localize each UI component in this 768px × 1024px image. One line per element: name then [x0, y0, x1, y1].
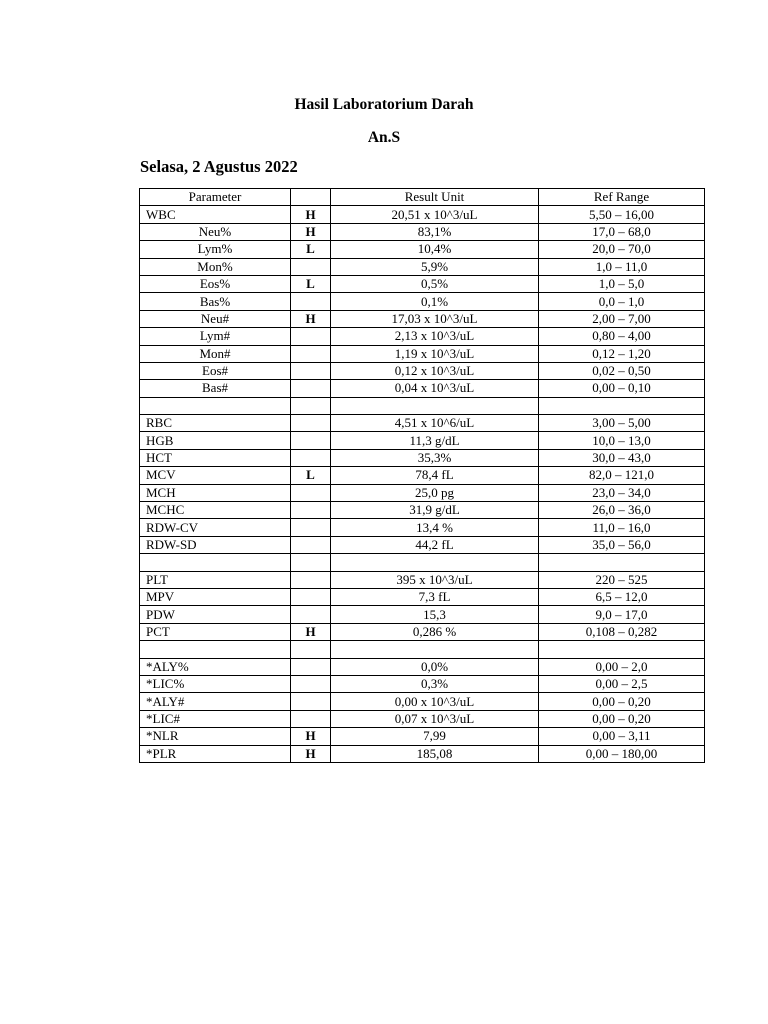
flag-cell: L: [291, 241, 331, 258]
ref-range-cell: 35,0 – 56,0: [539, 536, 705, 553]
parameter-cell: [140, 554, 291, 571]
result-cell: 31,9 g/dL: [331, 502, 539, 519]
ref-range-cell: 82,0 – 121,0: [539, 467, 705, 484]
ref-range-cell: 0,00 – 0,20: [539, 710, 705, 727]
table-row: [140, 293, 705, 310]
flag-cell: H: [291, 310, 331, 327]
table-row: [140, 519, 705, 536]
result-cell: 0,286 %: [331, 623, 539, 640]
result-cell: 0,04 x 10^3/uL: [331, 380, 539, 397]
table-row: [140, 502, 705, 519]
flag-cell: [291, 693, 331, 710]
result-cell: 0,0%: [331, 658, 539, 675]
flag-cell: [291, 502, 331, 519]
table-row: [140, 206, 705, 223]
ref-range-cell: 20,0 – 70,0: [539, 241, 705, 258]
parameter-cell: Bas#: [140, 380, 291, 397]
flag-cell: H: [291, 206, 331, 223]
table-row: [140, 241, 705, 258]
result-cell: 7,99: [331, 728, 539, 745]
ref-range-cell: 1,0 – 11,0: [539, 258, 705, 275]
result-cell: 25,0 pg: [331, 484, 539, 501]
result-cell: 0,3%: [331, 675, 539, 692]
parameter-cell: Mon%: [140, 258, 291, 275]
table-spacer-row: [140, 641, 705, 658]
result-cell: 83,1%: [331, 223, 539, 240]
table-row: [140, 328, 705, 345]
flag-cell: [291, 484, 331, 501]
result-cell: 0,07 x 10^3/uL: [331, 710, 539, 727]
flag-cell: [291, 606, 331, 623]
parameter-cell: *LIC%: [140, 675, 291, 692]
flag-cell: [291, 258, 331, 275]
parameter-cell: *PLR: [140, 745, 291, 762]
flag-cell: [291, 362, 331, 379]
ref-range-cell: 11,0 – 16,0: [539, 519, 705, 536]
table-row: [140, 449, 705, 466]
ref-range-cell: 0,00 – 2,5: [539, 675, 705, 692]
result-cell: 0,5%: [331, 275, 539, 292]
parameter-cell: RDW-CV: [140, 519, 291, 536]
parameter-cell: [140, 397, 291, 414]
result-cell: [331, 397, 539, 414]
parameter-cell: Neu#: [140, 310, 291, 327]
parameter-cell: Lym#: [140, 328, 291, 345]
table-spacer-row: [140, 397, 705, 414]
parameter-cell: RDW-SD: [140, 536, 291, 553]
flag-cell: [291, 432, 331, 449]
ref-range-cell: 10,0 – 13,0: [539, 432, 705, 449]
header-result-unit: Result Unit: [331, 189, 539, 206]
parameter-cell: PDW: [140, 606, 291, 623]
table-row: [140, 588, 705, 605]
parameter-cell: PCT: [140, 623, 291, 640]
result-cell: 395 x 10^3/uL: [331, 571, 539, 588]
result-cell: [331, 554, 539, 571]
flag-cell: [291, 293, 331, 310]
result-cell: 44,2 fL: [331, 536, 539, 553]
ref-range-cell: 0,108 – 0,282: [539, 623, 705, 640]
patient-name: An.S: [367, 129, 401, 146]
parameter-cell: Mon#: [140, 345, 291, 362]
flag-cell: [291, 571, 331, 588]
exam-date: Selasa, 2 Agustus 2022: [140, 157, 298, 176]
result-cell: 2,13 x 10^3/uL: [331, 328, 539, 345]
ref-range-cell: 0,80 – 4,00: [539, 328, 705, 345]
result-cell: 20,51 x 10^3/uL: [331, 206, 539, 223]
parameter-cell: *LIC#: [140, 710, 291, 727]
parameter-cell: *NLR: [140, 728, 291, 745]
flag-cell: [291, 658, 331, 675]
ref-range-cell: 17,0 – 68,0: [539, 223, 705, 240]
result-cell: 0,00 x 10^3/uL: [331, 693, 539, 710]
ref-range-cell: 0,02 – 0,50: [539, 362, 705, 379]
ref-range-cell: 5,50 – 16,00: [539, 206, 705, 223]
ref-range-cell: 3,00 – 5,00: [539, 415, 705, 432]
table-row: [140, 710, 705, 727]
table-row: [140, 380, 705, 397]
ref-range-cell: 0,00 – 3,11: [539, 728, 705, 745]
table-row: [140, 310, 705, 327]
table-row: [140, 571, 705, 588]
parameter-cell: Eos#: [140, 362, 291, 379]
flag-cell: [291, 641, 331, 658]
table-row: [140, 536, 705, 553]
result-cell: 5,9%: [331, 258, 539, 275]
table-row: [140, 658, 705, 675]
table-row: [140, 275, 705, 292]
flag-cell: [291, 449, 331, 466]
ref-range-cell: [539, 397, 705, 414]
table-row: [140, 467, 705, 484]
ref-range-cell: 9,0 – 17,0: [539, 606, 705, 623]
result-cell: 78,4 fL: [331, 467, 539, 484]
result-cell: [331, 641, 539, 658]
table-row: [140, 745, 705, 762]
ref-range-cell: [539, 554, 705, 571]
table-row: [140, 728, 705, 745]
table-row: [140, 432, 705, 449]
ref-range-cell: 0,00 – 180,00: [539, 745, 705, 762]
result-cell: 4,51 x 10^6/uL: [331, 415, 539, 432]
document-title: Hasil Laboratorium Darah: [294, 96, 474, 113]
ref-range-cell: 23,0 – 34,0: [539, 484, 705, 501]
table-row: [140, 693, 705, 710]
table-row: [140, 675, 705, 692]
flag-cell: L: [291, 275, 331, 292]
flag-cell: [291, 415, 331, 432]
header-ref-range: Ref Range: [539, 189, 705, 206]
table-row: [140, 484, 705, 501]
lab-results-table: [139, 188, 705, 763]
flag-cell: [291, 345, 331, 362]
table-row: [140, 606, 705, 623]
flag-cell: [291, 588, 331, 605]
result-cell: 13,4 %: [331, 519, 539, 536]
parameter-cell: MCHC: [140, 502, 291, 519]
parameter-cell: *ALY%: [140, 658, 291, 675]
parameter-cell: [140, 641, 291, 658]
table-row: [140, 415, 705, 432]
ref-range-cell: 0,0 – 1,0: [539, 293, 705, 310]
result-cell: 0,12 x 10^3/uL: [331, 362, 539, 379]
parameter-cell: Eos%: [140, 275, 291, 292]
table-row: [140, 258, 705, 275]
result-cell: 10,4%: [331, 241, 539, 258]
ref-range-cell: 0,00 – 0,10: [539, 380, 705, 397]
parameter-cell: MPV: [140, 588, 291, 605]
parameter-cell: WBC: [140, 206, 291, 223]
flag-cell: [291, 519, 331, 536]
table-header-row: [140, 189, 705, 206]
flag-cell: H: [291, 728, 331, 745]
ref-range-cell: 220 – 525: [539, 571, 705, 588]
table-spacer-row: [140, 554, 705, 571]
result-cell: 0,1%: [331, 293, 539, 310]
flag-cell: H: [291, 745, 331, 762]
ref-range-cell: 0,00 – 2,0: [539, 658, 705, 675]
parameter-cell: Neu%: [140, 223, 291, 240]
parameter-cell: MCH: [140, 484, 291, 501]
parameter-cell: Bas%: [140, 293, 291, 310]
ref-range-cell: 1,0 – 5,0: [539, 275, 705, 292]
ref-range-cell: 26,0 – 36,0: [539, 502, 705, 519]
result-cell: 7,3 fL: [331, 588, 539, 605]
flag-cell: [291, 675, 331, 692]
flag-cell: [291, 328, 331, 345]
flag-cell: H: [291, 223, 331, 240]
flag-cell: H: [291, 623, 331, 640]
flag-cell: [291, 554, 331, 571]
result-cell: 35,3%: [331, 449, 539, 466]
table-row: [140, 623, 705, 640]
table-row: [140, 223, 705, 240]
ref-range-cell: 30,0 – 43,0: [539, 449, 705, 466]
header-flag: [291, 189, 331, 206]
ref-range-cell: 0,00 – 0,20: [539, 693, 705, 710]
ref-range-cell: 6,5 – 12,0: [539, 588, 705, 605]
parameter-cell: *ALY#: [140, 693, 291, 710]
table-row: [140, 345, 705, 362]
result-cell: 1,19 x 10^3/uL: [331, 345, 539, 362]
flag-cell: [291, 536, 331, 553]
parameter-cell: RBC: [140, 415, 291, 432]
parameter-cell: MCV: [140, 467, 291, 484]
ref-range-cell: 2,00 – 7,00: [539, 310, 705, 327]
flag-cell: [291, 397, 331, 414]
ref-range-cell: [539, 641, 705, 658]
ref-range-cell: 0,12 – 1,20: [539, 345, 705, 362]
header-parameter: Parameter: [140, 189, 291, 206]
parameter-cell: HGB: [140, 432, 291, 449]
table-row: [140, 362, 705, 379]
parameter-cell: PLT: [140, 571, 291, 588]
parameter-cell: HCT: [140, 449, 291, 466]
parameter-cell: Lym%: [140, 241, 291, 258]
result-cell: 185,08: [331, 745, 539, 762]
result-cell: 11,3 g/dL: [331, 432, 539, 449]
flag-cell: [291, 710, 331, 727]
flag-cell: [291, 380, 331, 397]
flag-cell: L: [291, 467, 331, 484]
result-cell: 17,03 x 10^3/uL: [331, 310, 539, 327]
result-cell: 15,3: [331, 606, 539, 623]
